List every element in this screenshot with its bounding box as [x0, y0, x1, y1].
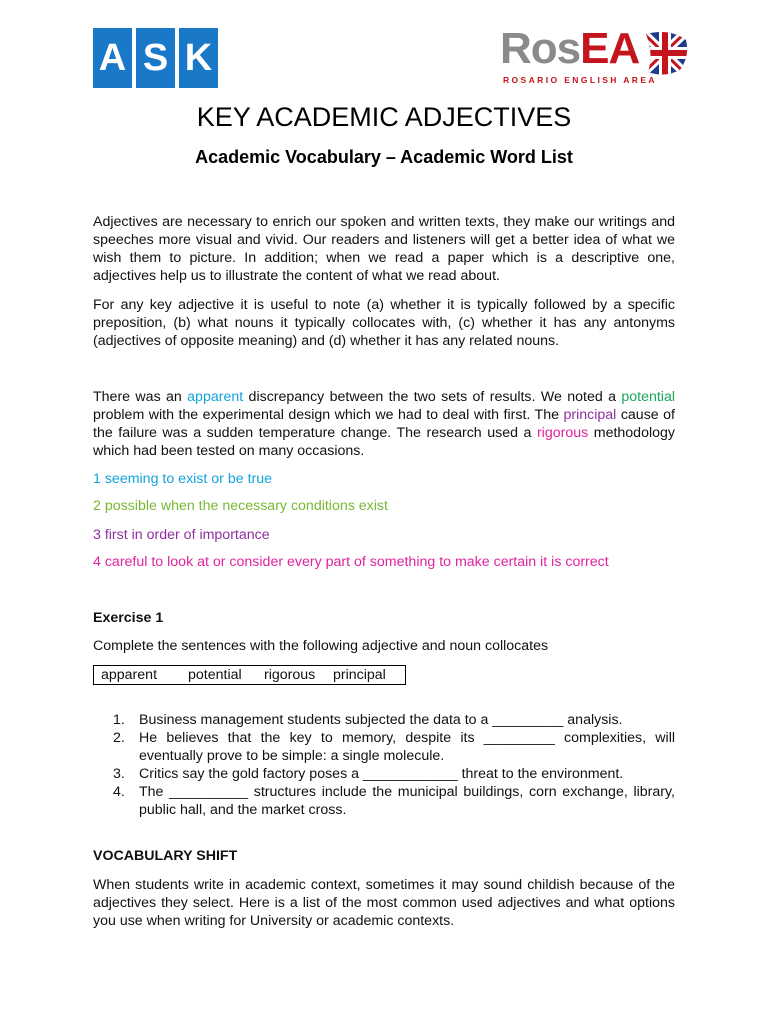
exercise-item-number: 4. [113, 784, 125, 800]
word-bank-item: apparent [101, 667, 158, 683]
ask-logo-letter-s: S [136, 28, 175, 88]
word-bank-box [93, 665, 406, 685]
rosea-tagline: ROSARIO ENGLISH AREA [503, 75, 657, 85]
example-text-2: discrepancy between the two sets of results. We noted a [243, 389, 622, 405]
ask-logo-letter-a: A [93, 28, 132, 88]
exercise-1-heading: Exercise 1 [93, 610, 164, 626]
uk-flag-icon [640, 30, 688, 76]
example-word-apparent: apparent [187, 389, 244, 405]
example-paragraph [93, 388, 675, 460]
definition-3: 3 first in order of importance [93, 527, 270, 543]
definition-2: 2 possible when the necessary conditions exist [93, 498, 388, 514]
rosea-logo-main: Ros [500, 24, 581, 73]
word-bank-item: principal [333, 667, 386, 683]
example-text-3: problem with the experimental design which we had to deal with first. The [93, 407, 564, 423]
example-text-5: methodology which had been tested on many occasions. [93, 425, 675, 459]
example-text-1: There was an [93, 389, 188, 405]
exercise-item [113, 765, 675, 783]
definition-4: 4 careful to look at or consider every part of something to make certain it is correct [93, 554, 609, 570]
rosea-logo-text [500, 24, 639, 74]
example-word-potential: potential [621, 389, 675, 405]
word-bank-item: potential [188, 667, 242, 683]
definition-1: 1 seeming to exist or be true [93, 471, 273, 487]
example-text-4: cause of the failure was a sudden temperature change. The research used a [93, 407, 676, 441]
page-subtitle: Academic Vocabulary – Academic Word List [195, 147, 573, 167]
rosea-logo-accent: EA [580, 24, 640, 73]
word-bank-item: rigorous [264, 667, 316, 683]
example-word-principal: principal [563, 407, 617, 423]
exercise-item [113, 729, 675, 765]
ask-logo-letter-k: K [179, 28, 218, 88]
vocabulary-shift-heading: VOCABULARY SHIFT [93, 848, 238, 864]
page-title: KEY ACADEMIC ADJECTIVES [196, 102, 572, 132]
exercise-item-text: Business management students subjected the data to a _________ analysis. [139, 712, 623, 728]
ask-logo [93, 28, 218, 88]
exercise-item-text: The __________ structures include the municipal buildings, corn exchange, library, public hall, and the market cross. [139, 784, 675, 818]
exercise-item-text: He believes that the key to memory, despite its _________ complexities, will eventually prove to be simple: a single molecule. [139, 730, 675, 764]
exercise-item-number: 2. [113, 730, 125, 746]
exercise-item-text: Critics say the gold factory poses a ____________ threat to the environment. [139, 766, 624, 782]
exercise-item-number: 3. [113, 766, 125, 782]
example-word-rigorous: rigorous [536, 425, 589, 441]
exercise-item-number: 1. [113, 712, 125, 728]
intro-paragraph-2: For any key adjective it is useful to note (a) whether it is typically followed by a specific preposition, (b) what nouns it typically collocates with, (c) whether it has any antonyms (adjectives of opposite meaning) and (d) whether it has any related nouns. [93, 297, 675, 349]
rosea-logo [500, 24, 690, 88]
exercise-item [113, 711, 675, 729]
exercise-item [113, 783, 675, 819]
exercise-1-instruction: Complete the sentences with the following adjective and noun collocates [93, 638, 549, 654]
exercise-1-list [113, 711, 675, 819]
vocabulary-shift-paragraph: When students write in academic context, sometimes it may sound childish because of the adjectives they select. Here is a list of the most common used adjectives and what options you use when writing for University or academic contexts. [93, 877, 675, 929]
intro-paragraph-1: Adjectives are necessary to enrich our spoken and written texts, they make our writings and speeches more visual and vivid. Our readers and listeners will get a better idea of what we wish them to picture. In addition; when we read a paper which is a descriptive one, adjectives help us to illustrate the content of what we read about. [93, 214, 675, 284]
